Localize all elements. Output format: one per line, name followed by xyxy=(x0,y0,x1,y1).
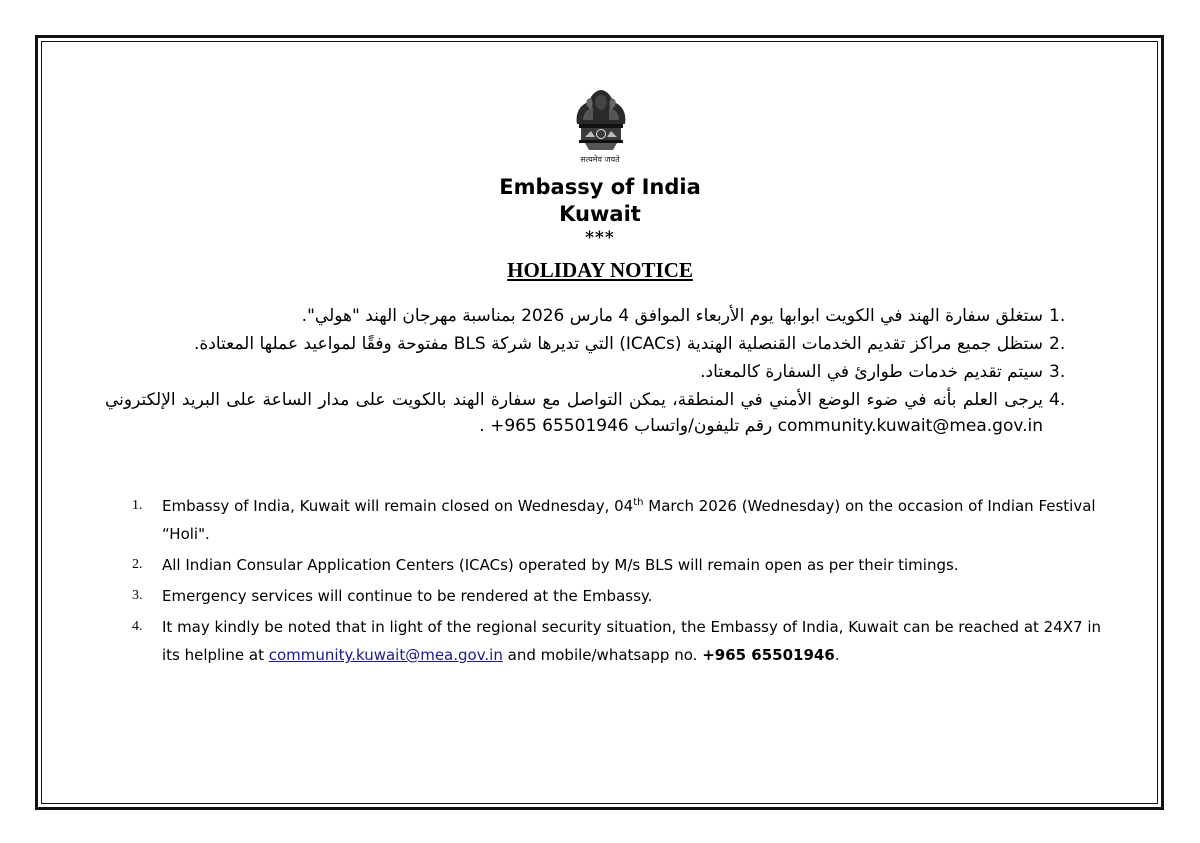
english-item xyxy=(132,551,1102,579)
org-city: Kuwait xyxy=(559,202,641,226)
arabic-item xyxy=(105,303,1066,329)
arabic-end: . xyxy=(479,416,485,436)
separator: *** xyxy=(585,228,615,248)
arabic-item-text: ستغلق سفارة الهند في الكويت ابوابها يوم الأربعاء الموافق 4 مارس 2026 بمناسبة مهرجان الهند "هولي". xyxy=(301,306,1043,326)
org-name: Embassy of India xyxy=(499,175,701,199)
english-notice-list xyxy=(132,492,1102,672)
arabic-phone: +965 65501946 xyxy=(490,416,629,436)
helpline-phone: +965 65501946 xyxy=(702,646,835,664)
arabic-item xyxy=(105,331,1066,357)
english-item-number: 2. xyxy=(132,557,143,572)
arabic-item-text: سيتم تقديم خدمات طوارئ في السفارة كالمعتاد. xyxy=(700,362,1043,382)
arabic-notice-list xyxy=(105,303,1066,441)
notice-title: HOLIDAY NOTICE xyxy=(507,258,693,282)
english-item-number: 3. xyxy=(132,588,143,603)
english-item-number: 1. xyxy=(132,498,143,513)
emblem-motto: सत्यमेव जयते xyxy=(580,155,620,164)
helpline-email-link[interactable]: community.kuwait@mea.gov.in xyxy=(268,646,503,664)
english-item-text: It may kindly be noted that in light of the regional security situation, the Embassy of India, Kuwait can be reached at 24X7 in its helpline at xyxy=(162,618,1102,664)
english-item xyxy=(132,582,1102,610)
english-item-end: . xyxy=(834,646,840,664)
arabic-item-number: 1. xyxy=(1049,306,1066,326)
arabic-item-number: 2. xyxy=(1049,334,1066,354)
arabic-item-text: ستظل جميع مراكز تقديم الخدمات القنصلية الهندية (ICACs) التي تديرها شركة BLS مفتوحة وفقًا لمواعيد عملها المعتادة. xyxy=(193,334,1043,354)
arabic-item-number: 4. xyxy=(1049,390,1066,410)
english-item-text-mid: and mobile/whatsapp no. xyxy=(502,646,703,664)
english-item-text: All Indian Consular Application Centers (ICACs) operated by M/s BLS will remain open as per their timings. xyxy=(162,556,959,574)
arabic-item-text: يرجى العلم بأنه في ضوء الوضع الأمني في المنطقة، يمكن التواصل مع سفارة الهند بالكويت على مدار الساعة على البريد الإلكتروني xyxy=(105,390,1043,410)
english-item-number: 4. xyxy=(132,619,143,634)
english-item xyxy=(132,492,1102,548)
ordinal-suffix: th xyxy=(633,497,644,508)
english-item-text: Emergency services will continue to be rendered at the Embassy. xyxy=(162,587,653,605)
english-item-text: Embassy of India, Kuwait will remain closed on Wednesday, 04 xyxy=(162,497,634,515)
arabic-item-number: 3. xyxy=(1049,362,1066,382)
arabic-item xyxy=(105,387,1066,439)
english-item-text-cont: March 2026 (Wednesday) on the occasion of Indian Festival “Holi". xyxy=(162,497,1096,543)
arabic-phone-label: رقم تليفون/واتساب xyxy=(634,416,773,436)
arabic-email[interactable]: community.kuwait@mea.gov.in xyxy=(777,416,1043,436)
english-item xyxy=(132,613,1102,669)
arabic-item xyxy=(105,359,1066,385)
